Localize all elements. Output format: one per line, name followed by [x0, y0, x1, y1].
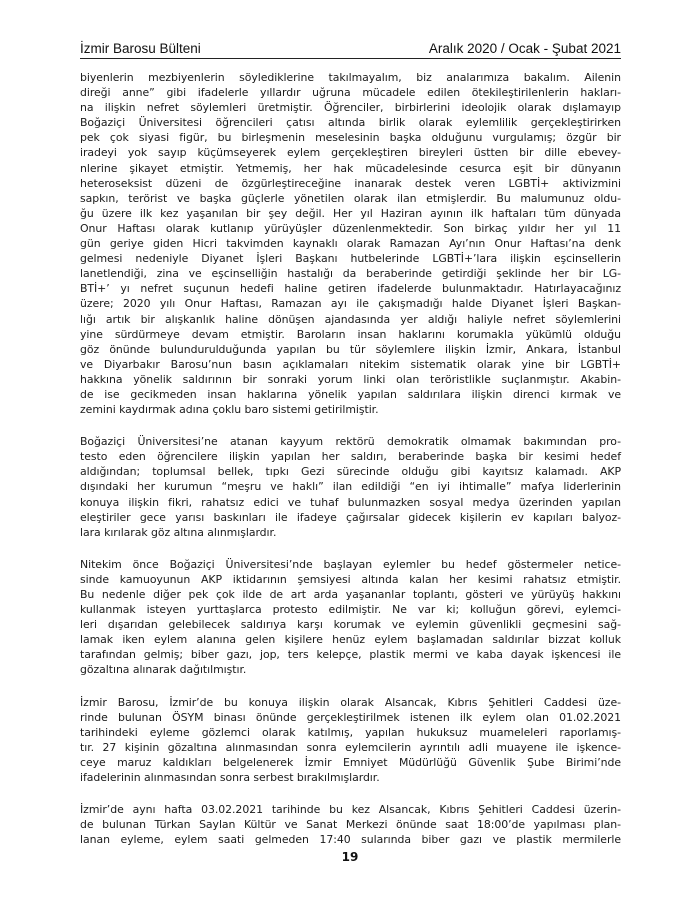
text-line: göz önünde bulundurulduğunda yapılan bu tür söylemlere ilişkin İzmir, Ankara, İstanbul: [80, 342, 621, 356]
text-line: na ilişkin nefret söylemleri üretmiştir. Öğrenciler, birbirlerini ideolojik olarak dışlamayıp: [80, 101, 621, 115]
text-line: lığı artık bir alışkanlık haline dönüşen ajandasında yer aldığı haliyle nefret söylemlerini: [80, 312, 621, 326]
text-line: gözaltına alınarak dağıtılmıştır.: [80, 663, 247, 677]
text-line: gün geriye giden Hicri takvimden kaynaklı olarak Ramazan Ayı’nın Onur Haftası’na denk: [80, 237, 621, 251]
text-line: lanetlendiği, zina ve eşcinselliğin hastalığı da beraberinde getirdiği şeklinde her bir LG-: [80, 267, 621, 281]
page-header: [80, 34, 621, 56]
article-body: [80, 70, 621, 864]
text-line: zemini kaydırmak adına çoklu baro sistemi getirilmiştir.: [80, 403, 379, 417]
text-line: Onur Haftası olarak kutlanıp yürüyüşler düzenlenmektedir. Son birkaç yıldır her yıl 11: [80, 221, 621, 235]
text-line: ifadelerinin alınmasından sonra serbest bırakılmışlardır.: [80, 771, 380, 785]
text-line: direği anne” gibi ifadelerle yıllardır uğruna mücadele edilen ötekileştirilenlerin hakları-: [80, 86, 621, 100]
text-line: lara kırılarak göz altına alınmışlardır.: [80, 525, 277, 539]
text-line: nlerine şikayet etmiştir. Yetmemiş, her hak mücadelesinde cesurca eşit bir dünyanın: [80, 161, 621, 175]
text-line: heteroseksist düzeni de özgürleştireceğine inanarak destek veren LGBTİ+ aktivizmini: [80, 176, 621, 190]
text-line: hakkına yönelik saldırının bir sonraki yorum linki olan teröristlikle suçlanmıştır. Akabin-: [80, 372, 621, 386]
text-line: de ise gecikmeden insan haklarına yönelik yapılan saldırılara ilişkin direnci kırmak ve: [80, 387, 621, 401]
text-line: rinde bulunan ÖSYM binası önünde gerçekleştirilmek istenen ilk eylem olan 01.02.2021: [80, 710, 621, 724]
text-line: lanan eyleme, eylem saati gelmeden 17:40 sularında biber gazı ve plastik mermilerle: [80, 833, 621, 847]
text-line: üzere; 2020 yılı Onur Haftası, Ramazan ayı ile çakışmadığı halde Diyanet İşleri Başkan-: [80, 297, 621, 311]
text-line: tır. 27 kişinin gözaltına alınmasından sonra eylemcilerin ayrıntılı adli muayene ile işkence-: [80, 740, 621, 754]
publication-title: İzmir Barosu Bülteni: [80, 41, 201, 56]
text-line: lamak iken eylem alanına gelen kişilere henüz eylem başlamadan saldırılar bizzat kolluk: [80, 633, 621, 647]
text-line: ve Diyarbakır Barosu’nun basın açıklamaları nitekim sistematik olarak yine bir LGBTİ+: [80, 357, 621, 371]
issue-date: Aralık 2020 / Ocak - Şubat 2021: [428, 41, 621, 56]
text-line: yine sürdürmeye devam etmiştir. Baroların insan haklarını korumakla yükümlü olduğu: [80, 327, 621, 341]
paragraph: [80, 802, 621, 847]
text-line: leri dışarıdan gelebilecek saldırıya karşı korumak ve eylemin güvenlikli geçmesini sağ-: [80, 618, 621, 632]
text-line: tarafından gelmiş; biber gazı, jop, ters kelepçe, plastik mermi ve kaba dayak işkencesi ile: [80, 648, 621, 662]
text-line: eleştiriler gece yarısı baskınları ile ifadeye çağırsalar gidecek kişilerin ev kapıları balyoz-: [80, 510, 621, 524]
text-line: sapkın, terörist ve başka güçlerle yönetilen olarak ilan etmişlerdir. Bu malumunuz oldu-: [80, 191, 621, 205]
text-line: pek çok siyasi figür, bu birleşmenin meselesinin başka olduğunu vurgulamış; özgür bir: [80, 131, 621, 145]
paragraph: [80, 70, 621, 417]
text-line: dışındaki her kurumun “meşru ve haklı” ilan edildiği “en iyi ihtimalle” mafya liderlerinin: [80, 480, 621, 494]
text-line: Boğaziçi Üniversitesi’ne atanan kayyum rektörü demokratik olmamak bakımından pro-: [80, 435, 621, 449]
text-line: biyenlerin mezbiyenlerin söylediklerine takılmayalım, biz analarımıza bakalım. Ailenin: [80, 71, 621, 84]
text-line: İzmir Barosu, İzmir’de bu konuya ilişkin olarak Alsancak, Kıbrıs Şehitleri Caddesi üze-: [80, 695, 621, 709]
text-line: aldığından; toplumsal bellek, tıpkı Gezi sürecinde olduğu gibi kayıtsız kalamadı. AKP: [80, 465, 621, 479]
text-line: konuya ilişkin fikri, rahatsız edici ve tuhaf bulunmazken sosyal medya üzerinden yapılan: [80, 495, 621, 509]
text-line: Boğaziçi Üniversitesi öğrencileri çatısı altında birlik olarak eylemlilik gerçekleştirirken: [80, 116, 621, 130]
text-line: gelmesi nedeniyle Diyanet İşleri Başkanı hutbelerinde LGBTİ+’lara ilişkin eşcinsellerin: [80, 252, 621, 266]
text-line: ğu üzere ilk kez yaşanılan bir şey değil. Her yıl Haziran ayının ilk haftaları tüm dünyada: [80, 206, 621, 220]
paragraph: [80, 434, 621, 540]
page-number: 19: [341, 850, 359, 864]
text-line: testo eden öğrencilere ilişkin yapılan her saldırı, beraberinde başka bir kesimi hedef: [80, 450, 621, 464]
text-line: de bulunan Türkan Saylan Kültür ve Sanat Merkezi önünde saat 18:00’de yapılması plan-: [80, 818, 621, 832]
text-line: kullanmak isteyen yurttaşlarca protesto edilmiştir. Ne var ki; kolluğun görevi, eylemci-: [80, 603, 621, 617]
header-divider: [80, 58, 621, 59]
text-line: iradeyi yok sayıp küçümseyerek eylem gerçekleştiren bireyleri üstten bir dille ebevey-: [80, 146, 621, 160]
text-line: ceye maruz kaldıkları belgelenerek İzmir Emniyet Müdürlüğü Güvenlik Şube Birimi’nde: [80, 755, 621, 769]
text-line: Nitekim önce Boğaziçi Üniversitesi’nde başlayan eylemler bu hedef göstermeler netice-: [80, 557, 621, 571]
text-line: tarihindeki eyleme gözlemci olarak katılmış, yapılan hukuksuz muameleleri raporlamış-: [80, 725, 621, 739]
text-line: sinde kamuoyunun AKP iktidarının şemsiyesi altında kalan her kesimi rahatsız etmiştir.: [80, 572, 621, 586]
text-line: Bu nedenle diğer pek çok ilde de art arda yaşananlar toplantı, gösteri ve yürüyüş hakkını: [80, 588, 621, 601]
paragraph: [80, 695, 621, 786]
text-line: İzmir’de aynı hafta 03.02.2021 tarihinde bu kez Alsancak, Kıbrıs Şehitleri Caddesi üzerin-: [80, 803, 621, 817]
text-line: BTİ+’ yı nefret suçunun hedefi haline getiren ifadelerde bulunmaktadır. Hatırlayacağınız: [80, 282, 621, 296]
paragraph: [80, 557, 621, 678]
